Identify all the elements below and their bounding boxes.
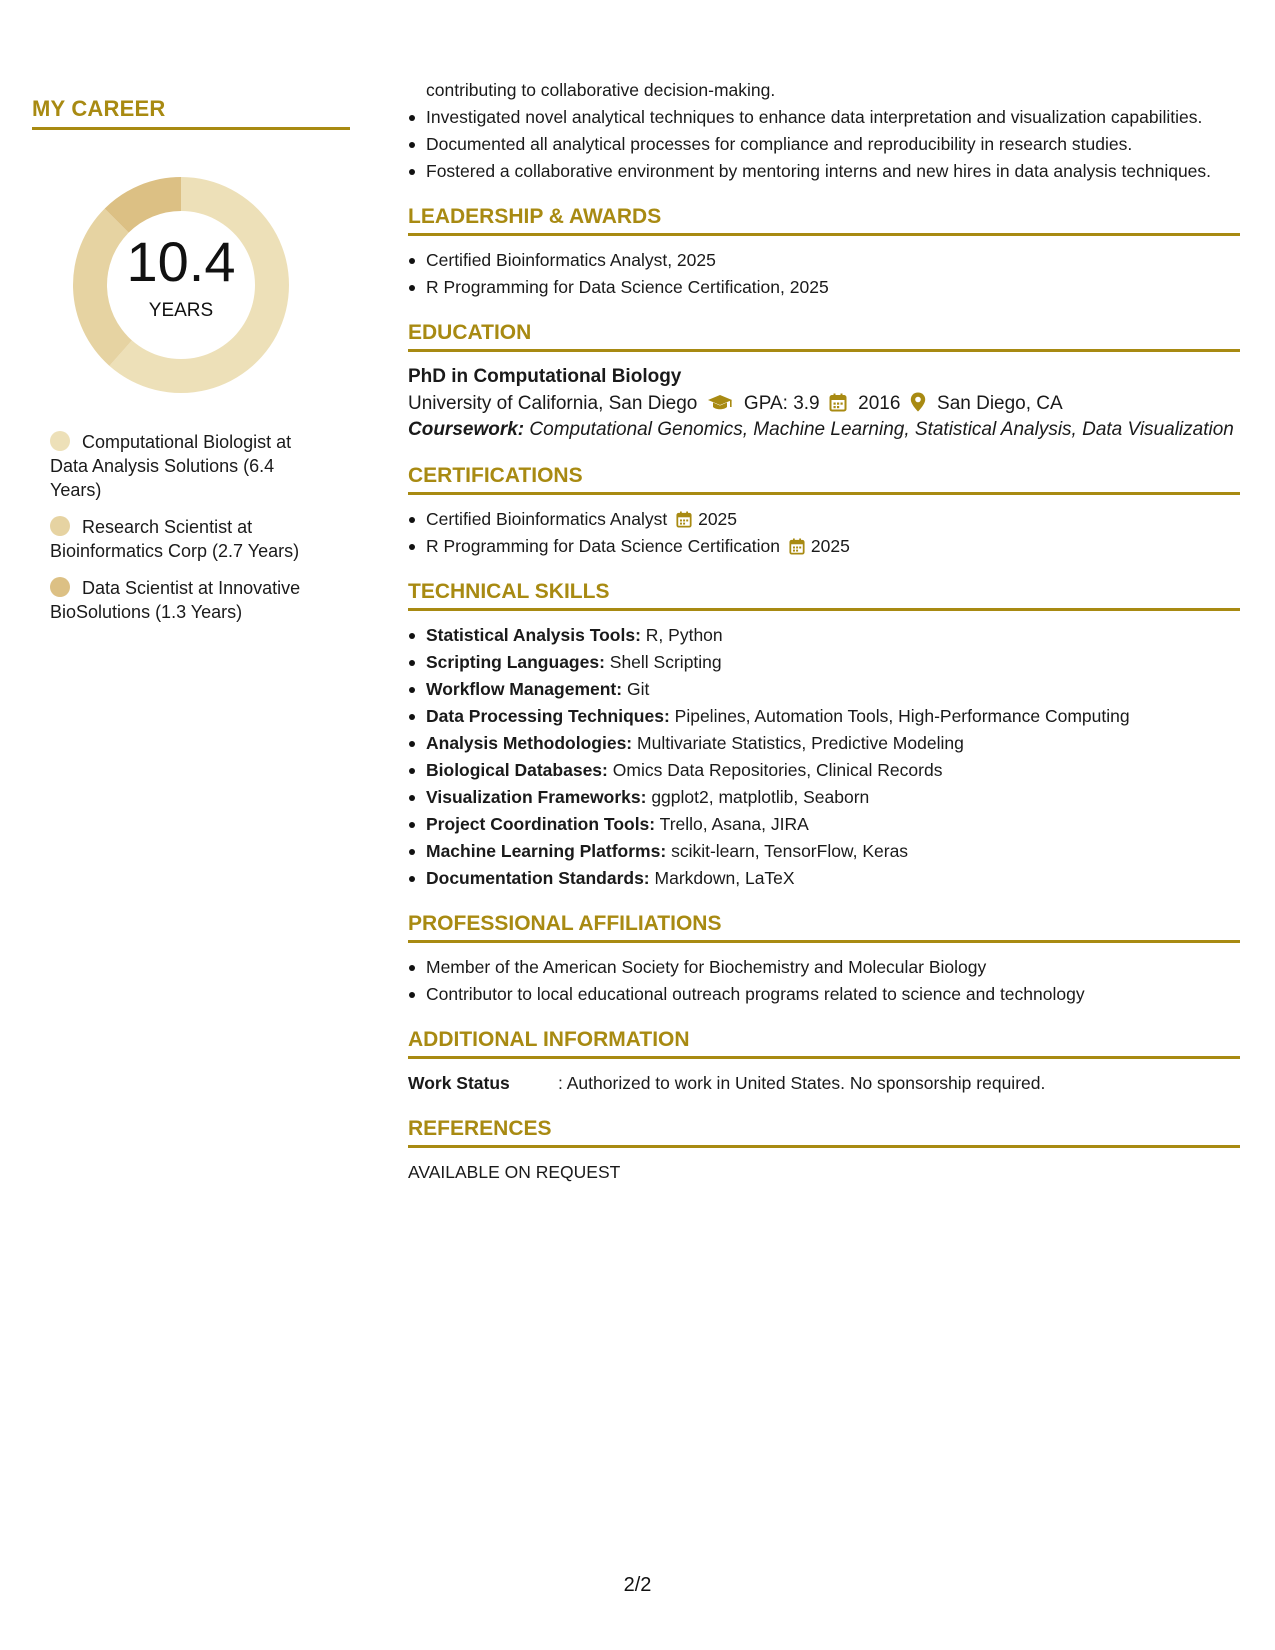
skill-label: Data Processing Techniques:	[426, 706, 670, 726]
career-total-years: 10.4	[126, 230, 236, 293]
skill-label: Biological Databases:	[426, 760, 608, 780]
skill-label: Workflow Management:	[426, 679, 623, 699]
additional-title: ADDITIONAL INFORMATION	[408, 1028, 1240, 1059]
education-gpa: GPA: 3.9	[743, 393, 820, 414]
experience-bullet: Investigated novel analytical techniques to enhance data interpretation and visualization capabilities.	[426, 105, 1240, 129]
legend-dot	[50, 577, 70, 597]
career-donut-chart	[66, 170, 296, 400]
location-pin-icon	[910, 392, 926, 412]
additional-section	[408, 1028, 1240, 1095]
legend-text: Research Scientist at Bioinformatics Corp (2.7 Years)	[50, 517, 300, 561]
graduation-cap-icon	[707, 394, 733, 412]
skill-item	[426, 731, 1240, 755]
skill-label: Visualization Frameworks:	[426, 787, 647, 807]
legend-text: Data Scientist at Innovative BioSolutions (1.3 Years)	[50, 578, 301, 622]
skill-label: Scripting Languages:	[426, 652, 605, 672]
skill-item	[426, 623, 1240, 647]
skill-value: Trello, Asana, JIRA	[659, 814, 809, 834]
references-text: AVAILABLE ON REQUEST	[408, 1162, 621, 1182]
education-degree: PhD in Computational Biology	[408, 366, 682, 387]
affiliations-title: PROFESSIONAL AFFILIATIONS	[408, 912, 1240, 943]
skill-label: Machine Learning Platforms:	[426, 841, 667, 861]
references-title: REFERENCES	[408, 1117, 1240, 1148]
skill-value: Multivariate Statistics, Predictive Modeling	[637, 733, 964, 753]
page-number: 2/2	[623, 1574, 652, 1596]
affiliation-item: Contributor to local educational outreach programs related to science and technology	[426, 982, 1240, 1006]
references-section	[408, 1117, 1240, 1184]
experience-bullet: Fostered a collaborative environment by mentoring interns and new hires in data analysis techniques.	[426, 159, 1240, 183]
legend-text: Computational Biologist at Data Analysis Solutions (6.4 Years)	[50, 432, 292, 500]
career-sidebar	[32, 96, 350, 637]
leadership-item: R Programming for Data Science Certification, 2025	[426, 275, 1240, 299]
skill-value: R, Python	[645, 625, 723, 645]
calendar-icon	[789, 538, 805, 555]
skill-label: Project Coordination Tools:	[426, 814, 656, 834]
affiliation-item: Member of the American Society for Biochemistry and Molecular Biology	[426, 955, 1240, 979]
career-years-label: YEARS	[148, 300, 214, 321]
education-year: 2016	[858, 393, 901, 414]
work-status	[408, 1071, 1240, 1095]
skill-value: scikit-learn, TensorFlow, Keras	[671, 841, 909, 861]
skill-item	[426, 650, 1240, 674]
certifications-section	[408, 464, 1240, 558]
affiliations-section	[408, 912, 1240, 1006]
career-legend	[50, 430, 320, 624]
skill-value: Shell Scripting	[609, 652, 722, 672]
certification-name: Certified Bioinformatics Analyst	[426, 509, 668, 529]
skill-value: Pipelines, Automation Tools, High-Performance Computing	[674, 706, 1130, 726]
coursework-label: Coursework:	[408, 419, 525, 440]
experience-bullets	[408, 78, 1240, 183]
career-section-title: MY CAREER	[32, 96, 350, 130]
skill-item	[426, 866, 1240, 890]
main-content	[408, 78, 1240, 1184]
experience-bullet-continued: contributing to collaborative decision-making.	[426, 80, 776, 100]
leadership-title: LEADERSHIP & AWARDS	[408, 205, 1240, 236]
skill-value: Omics Data Repositories, Clinical Records	[612, 760, 943, 780]
certification-item	[426, 507, 1240, 531]
skill-item	[426, 785, 1240, 809]
certification-name: R Programming for Data Science Certification	[426, 536, 781, 556]
work-status-label: Work Status	[408, 1073, 510, 1093]
leadership-item: Certified Bioinformatics Analyst, 2025	[426, 248, 1240, 272]
legend-item	[50, 515, 320, 563]
skill-item	[426, 839, 1240, 863]
skill-item	[426, 758, 1240, 782]
legend-item	[50, 576, 320, 624]
calendar-icon	[829, 393, 847, 412]
skill-label: Analysis Methodologies:	[426, 733, 633, 753]
education-details	[408, 390, 1240, 418]
certifications-title: CERTIFICATIONS	[408, 464, 1240, 495]
skill-label: Documentation Standards:	[426, 868, 650, 888]
certification-item	[426, 534, 1240, 558]
skill-item	[426, 704, 1240, 728]
education-coursework	[408, 418, 1240, 442]
legend-dot	[50, 516, 70, 536]
education-title: EDUCATION	[408, 321, 1240, 352]
skill-value: Markdown, LaTeX	[654, 868, 795, 888]
certification-year: 2025	[698, 509, 738, 529]
education-school: University of California, San Diego	[408, 393, 698, 414]
leadership-section	[408, 205, 1240, 299]
work-status-value: : Authorized to work in United States. No sponsorship required.	[558, 1073, 1046, 1093]
coursework-value: Computational Genomics, Machine Learning, Statistical Analysis, Data Visualization	[529, 419, 1234, 440]
experience-bullet: Documented all analytical processes for compliance and reproducibility in research studies.	[426, 132, 1240, 156]
legend-dot	[50, 431, 70, 451]
skill-value: Git	[626, 679, 650, 699]
skills-title: TECHNICAL SKILLS	[408, 580, 1240, 611]
calendar-icon	[676, 511, 692, 528]
skill-label: Statistical Analysis Tools:	[426, 625, 641, 645]
skill-item	[426, 812, 1240, 836]
legend-item	[50, 430, 320, 502]
education-location: San Diego, CA	[937, 393, 1063, 414]
skills-section	[408, 580, 1240, 890]
skill-item	[426, 677, 1240, 701]
education-section	[408, 321, 1240, 442]
skill-value: ggplot2, matplotlib, Seaborn	[651, 787, 870, 807]
certification-year: 2025	[810, 536, 850, 556]
